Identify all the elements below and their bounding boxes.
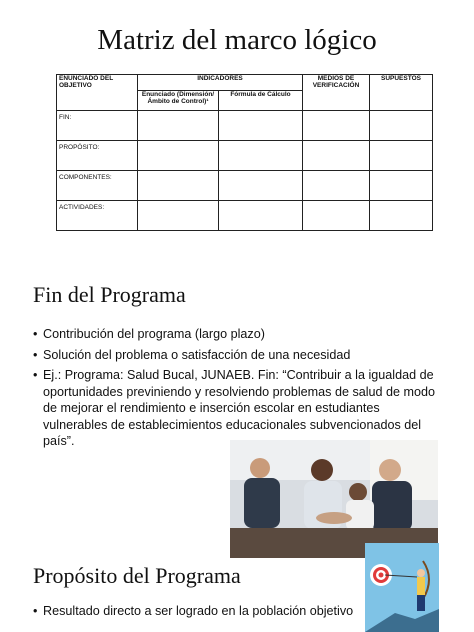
proposito-bullet-list bbox=[33, 603, 443, 624]
bullet-marker: • bbox=[33, 347, 38, 362]
bullet-marker: • bbox=[33, 368, 38, 382]
logical-framework-matrix bbox=[56, 74, 433, 231]
header-formula: Fórmula de Cálculo bbox=[219, 91, 303, 111]
bullet-marker: • bbox=[33, 327, 38, 341]
list-item: • Contribución del programa (largo plazo) bbox=[33, 327, 265, 341]
header-indicator-statement: Enunciado (Dimensión/Ámbito de Control)¹ bbox=[138, 91, 219, 111]
section-title-fin: Fin del Programa bbox=[33, 282, 186, 307]
fin-bullet-list bbox=[33, 326, 443, 454]
row-fin: FIN: bbox=[57, 111, 138, 141]
header-indicators: INDICADORES bbox=[138, 75, 303, 91]
slide-title: Matriz del marco lógico bbox=[97, 24, 377, 56]
header-verification: MEDIOS DE VERIFICACIÓN bbox=[303, 75, 370, 111]
header-assumptions: SUPUESTOS bbox=[370, 75, 433, 111]
list-item: • Solución del problema o satisfacción de una necesidad bbox=[33, 347, 351, 362]
row-actividades: ACTIVIDADES: bbox=[57, 201, 138, 231]
bullet-marker: • bbox=[33, 604, 38, 618]
header-objective: ENUNCIADO DEL OBJETIVO bbox=[57, 75, 138, 111]
list-item: • Resultado directo a ser logrado en la población objetivo bbox=[33, 604, 354, 618]
business-handshake-photo bbox=[230, 440, 438, 558]
section-title-proposito: Propósito del Programa bbox=[33, 563, 241, 588]
row-componentes: COMPONENTES: bbox=[57, 171, 138, 201]
row-proposito: PROPÓSITO: bbox=[57, 141, 138, 171]
list-item: • Ej.: Programa: Salud Bucal, JUNAEB. Fin: “Contribuir a la igualdad de oportunidades previniendo y resolviendo problemas de salud de modo de mejorar el rendimiento e inserción escolar en estudiantes vulnerables de establecimientos educacionales subvencionados del país”. bbox=[33, 368, 436, 448]
